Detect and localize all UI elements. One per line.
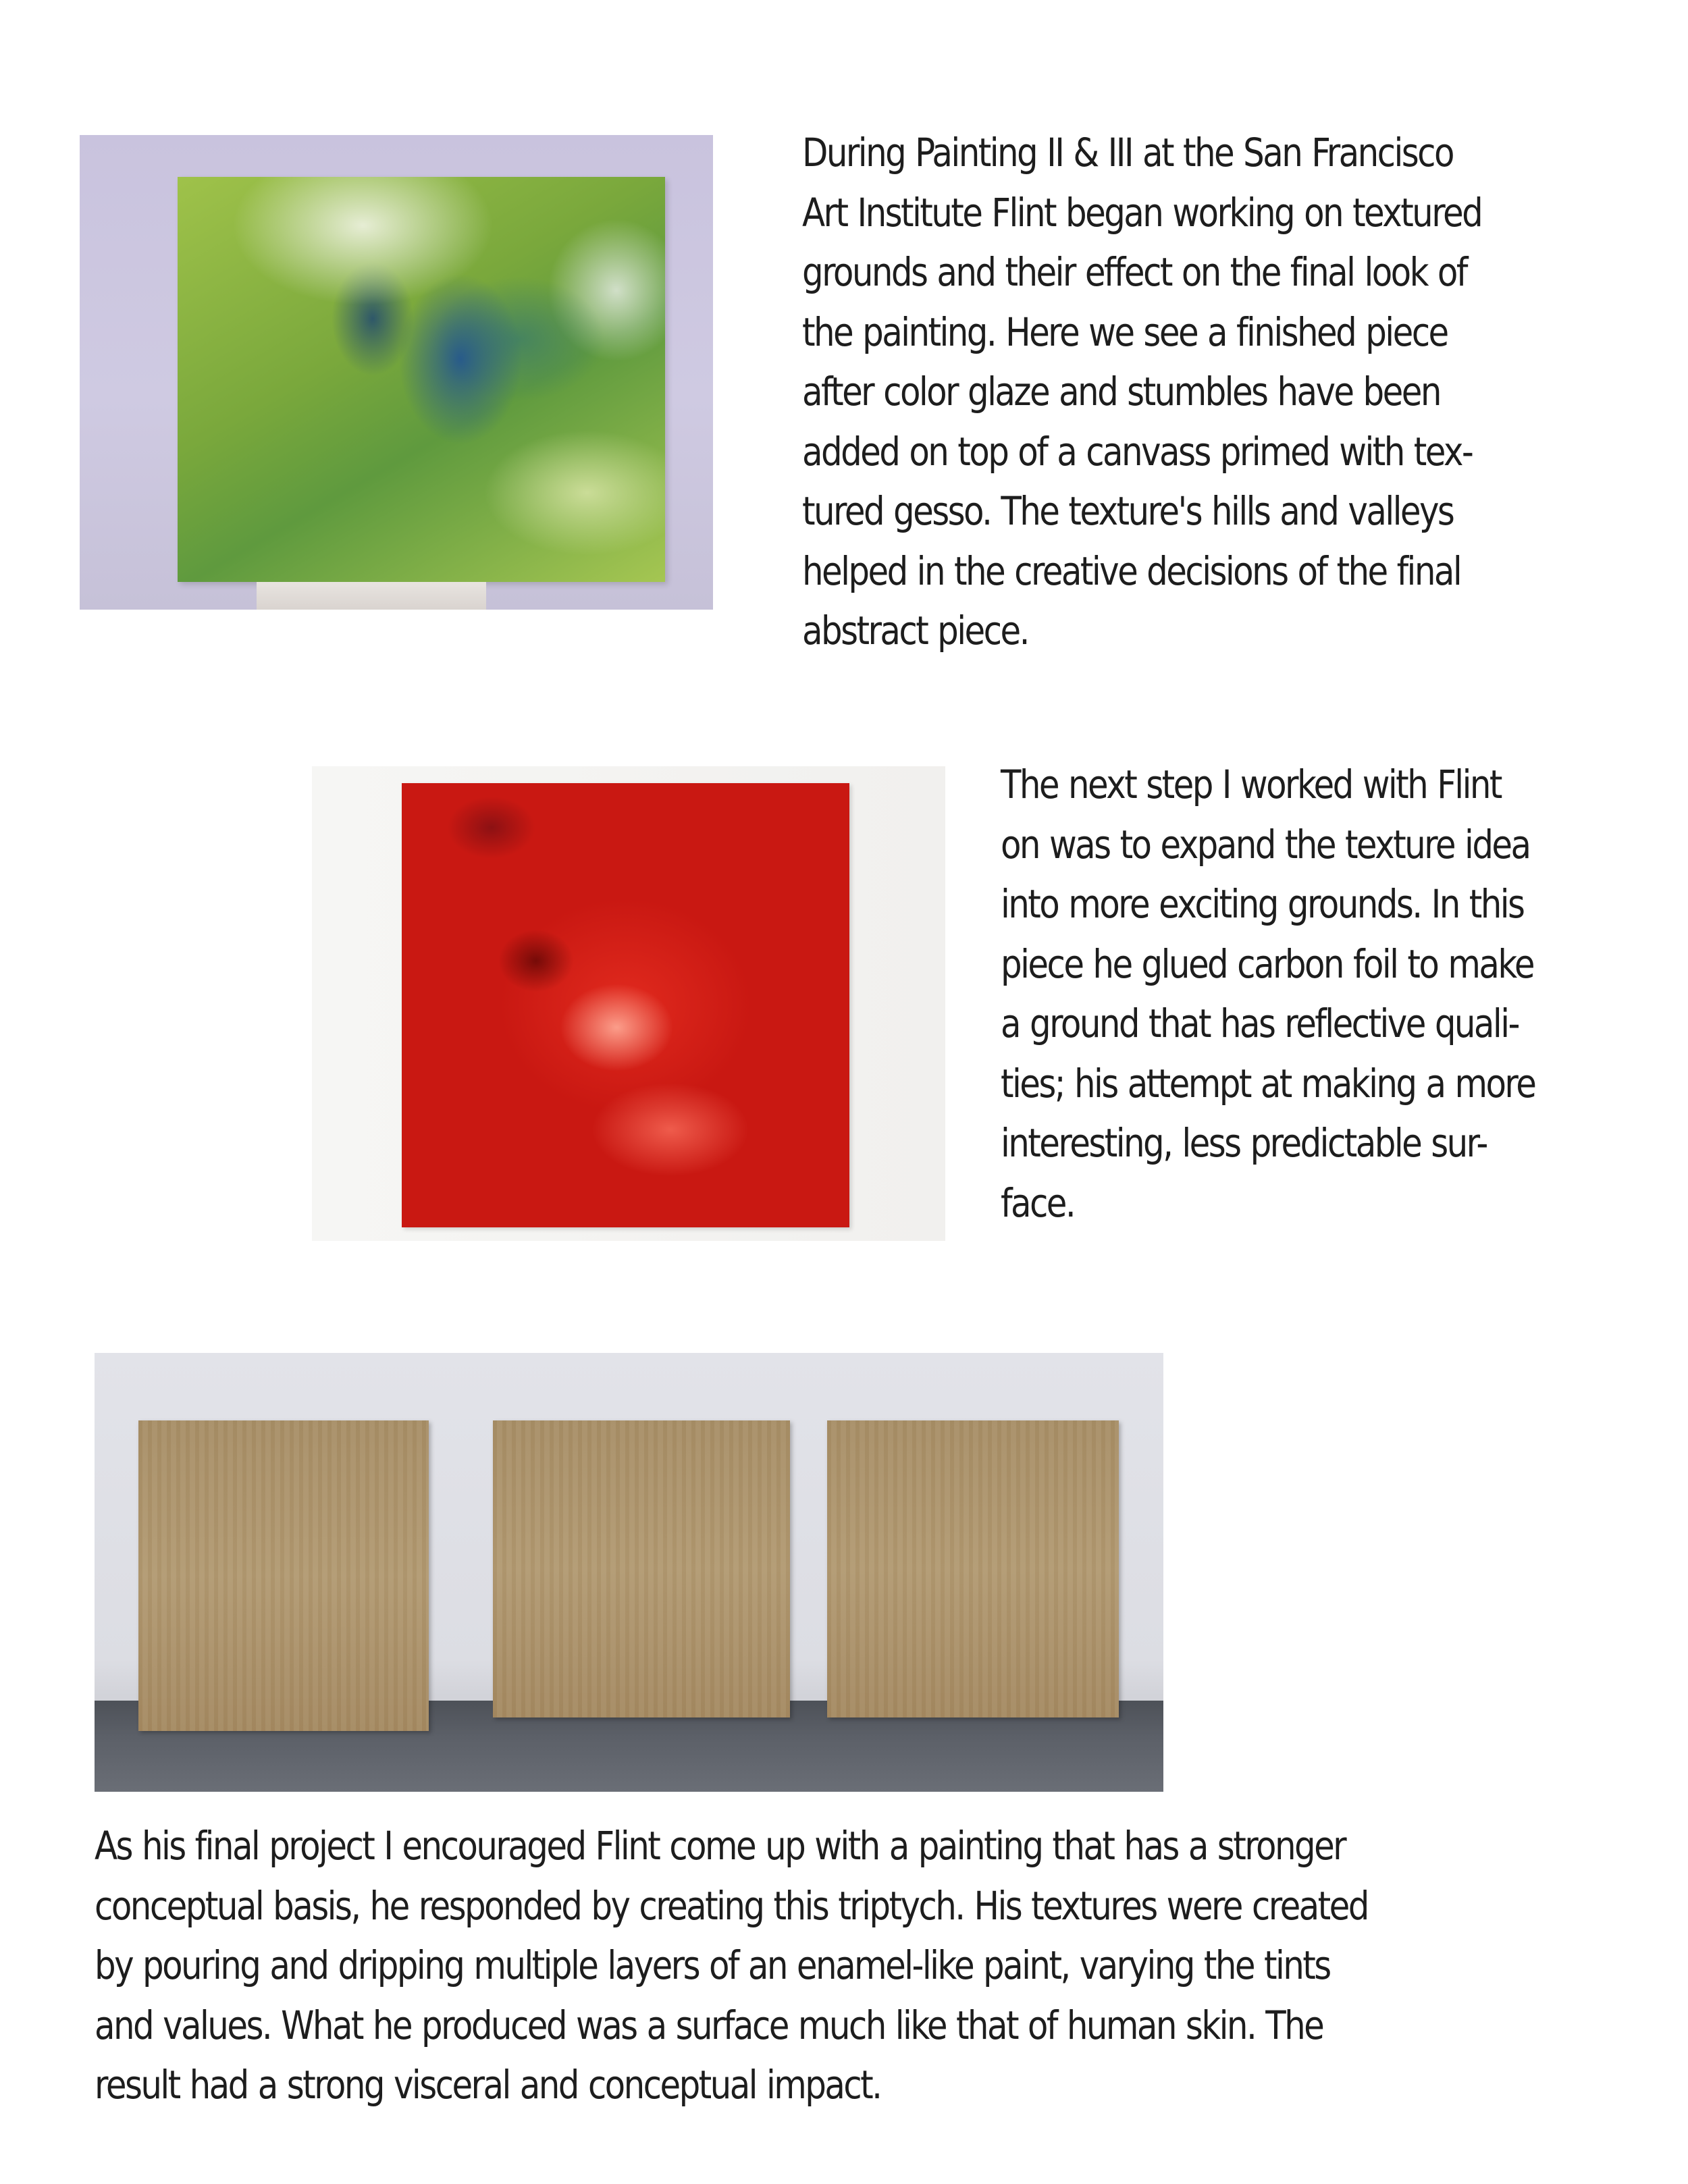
text-line: added on top of a canvass primed with tex- (802, 428, 1473, 475)
green-canvas (178, 177, 665, 582)
text-line: by pouring and dripping multiple layers of an enamel-like paint, varying the tints (95, 1942, 1330, 1988)
red-abstract-painting-photo (312, 766, 945, 1241)
text-line: into more exciting grounds. In this (1001, 881, 1524, 927)
triptych-panel-center (493, 1420, 790, 1717)
text-line: tured gesso. The texture's hills and valleys (802, 488, 1454, 534)
text-line: interesting, less predictable sur- (1001, 1120, 1487, 1166)
text-line: helped in the creative decisions of the final (802, 548, 1461, 594)
text-line: Art Institute Flint began working on textured (802, 189, 1482, 236)
paragraph-2 (1001, 755, 1535, 1233)
text-line: During Painting II & III at the San Francisco (802, 130, 1453, 176)
triptych-photo (95, 1353, 1163, 1792)
text-line: ties; his attempt at making a more (1001, 1060, 1535, 1107)
text-line: after color glaze and stumbles have been (802, 369, 1440, 415)
easel-stand (257, 582, 486, 610)
text-line: As his final project I encouraged Flint come up with a painting that has a stronger (95, 1823, 1346, 1869)
text-line: on was to expand the texture idea (1001, 821, 1530, 868)
text-line: abstract piece. (802, 608, 1028, 654)
text-line: the painting. Here we see a finished piece (802, 309, 1448, 355)
triptych-panel-right (827, 1420, 1119, 1717)
text-line: grounds and their effect on the final look of (802, 249, 1467, 295)
text-line: conceptual basis, he responded by creating this triptych. His textures were created (95, 1882, 1368, 1929)
paragraph-1 (802, 123, 1481, 661)
text-line: piece he glued carbon foil to make (1001, 940, 1533, 987)
text-line: The next step I worked with Flint (1001, 762, 1501, 807)
text-line: result had a strong visceral and conceptual impact. (95, 2062, 881, 2108)
text-line: a ground that has reflective quali- (1001, 1001, 1519, 1046)
red-canvas (402, 783, 849, 1227)
green-abstract-painting-photo (80, 135, 713, 610)
text-line: face. (1001, 1179, 1075, 1226)
triptych-panel-left (138, 1420, 429, 1731)
paragraph-3 (95, 1816, 1368, 2115)
text-line: and values. What he produced was a surface much like that of human skin. The (95, 2002, 1323, 2048)
